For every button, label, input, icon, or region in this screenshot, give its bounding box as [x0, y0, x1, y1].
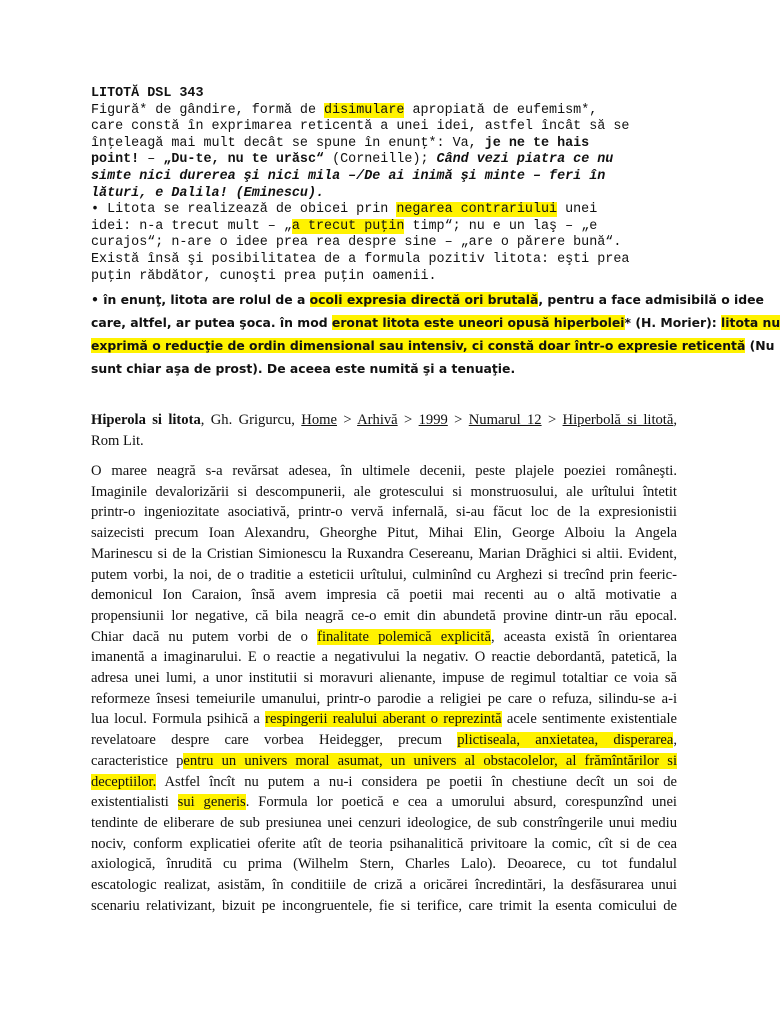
bullet-line: care, altfel, ar putea şoca. în mod eronat litota este uneori opusă hiperbolei* (H. Morier): litota nu	[91, 315, 780, 330]
breadcrumb-archive-link[interactable]: Arhivă	[357, 412, 398, 428]
bullet-line: exprimă o reducţie de ordin dimensional sau intensiv, ci constă doar într-o expresie reticentă (Nu	[91, 338, 775, 353]
entry-title: LITOTĂ DSL 343	[91, 86, 204, 101]
entry-line: înţeleagă mai mult decât se spune în enunţ*: Va, je ne te hais	[91, 135, 590, 151]
breadcrumb-issue-link[interactable]: Numarul 12	[468, 412, 542, 428]
article-citation: Hiperola si litota, Gh. Grigurcu, Home > Arhivă > 1999 > Numarul 12 > Hiperbolă si litotă,	[91, 412, 678, 428]
body-line: Marinescu si de la Cristian Simionescu la Ruxandra Cesereanu, Marian Drăghici si altii. Evident,	[91, 545, 677, 562]
bullet-paragraph	[91, 288, 780, 380]
highlight: negarea contrariului	[396, 202, 558, 218]
highlight: a trecut puţin	[291, 218, 405, 234]
body-line: O maree neagră s-a revărsat adesea, în ultimele decenii, peste plajele poeziei româneşti.	[91, 463, 677, 479]
body-line: demonicul Ion Caraion, însă avem impresia că poetii mai recenti au o altă motivatie a	[91, 587, 677, 604]
entry-line: simte nici durerea şi nici mila –/De ai inimă şi minte – feri în	[91, 168, 606, 184]
entry-line: lături, e Dalila! (Eminescu).	[91, 185, 325, 201]
highlight: eronat litota este uneori opusă hiperbolei	[331, 315, 625, 330]
highlight: entru un univers moral asumat, un univers al obstacolelor, al frămîntărilor si	[183, 752, 678, 769]
entry-line: idei: n-a trecut mult – „a trecut puţin timp“; nu e un laş – „e	[91, 218, 598, 234]
entry-line: care constă în exprimarea reticentă a unei idei, astfel încât să se	[91, 119, 630, 135]
highlight: respingerii realului aberant o reprezintă	[265, 711, 502, 728]
body-line: reformeze însesi temeiurile umanului, printr-o parodie a religiei pe care o refuza, silindu-se a-i	[91, 690, 677, 707]
body-line: Imaginile devalorizării si descompunerii, ale grotescului si monstruosului, ale urîtului întetit	[91, 483, 677, 500]
entry-line: point! – „Du-te, nu te urăsc“ (Corneille); Când vezi piatra ce nu	[91, 152, 614, 168]
highlight: finalitate polemică explicită	[317, 628, 491, 645]
breadcrumb-year-link[interactable]: 1999	[418, 412, 448, 428]
highlight: disimulare	[324, 102, 405, 118]
body-line: lua locul. Formula psihică a respingerii realului aberant o reprezintă acele sentimente existentiale	[91, 711, 677, 728]
body-line: nociv, conform explicatiei oferite atît de teoria psihanalitică privitoare la comic, cît si de cea	[91, 835, 677, 852]
dsl-entry	[91, 86, 691, 285]
article-title: Hiperola si litota	[91, 412, 201, 428]
body-line: putem vorbi, la noi, de o traditie a esteticii urîtului, culminînd cu Arghezi si trecînd prin feeric-	[91, 566, 677, 583]
body-line: deceptiilor. Astfel încît nu putem a nu-i considera pe poetii în chestiune decît un soi de	[91, 773, 677, 790]
body-line: imanentă a imaginarului. E o reactie a negativului la negativ. O reactie debordantă, patetică, la	[91, 649, 677, 666]
body-line: scenariu relativizant, bizuit pe incongruentele, fie si terifice, care trimit la esenta comicului de	[91, 897, 677, 914]
body-line: adresa unei lumi, a unor institutii si moravuri alienante, impuse de regimul totaltiar ce voia să	[91, 670, 677, 687]
highlight: litota nu	[721, 315, 780, 330]
body-line: caracteristice pentru un univers moral asumat, un univers al obstacolelor, al frămîntărilor si	[91, 752, 678, 769]
entry-line: puţin răbdător, cunoşti prea puţin oamenii.	[91, 268, 437, 284]
breadcrumb-article-link[interactable]: Hiperbolă si litotă	[562, 412, 674, 428]
body-line: tendinte de eliberare de sub presiunea unei cenzuri ideologice, de sub constrîngerile unui mediu	[91, 814, 677, 831]
body-line: printr-o ingeniozitate asociativă, printr-o vervă infernală, si-au făcut loc de la expresionistii	[91, 504, 677, 521]
body-line: revelatoare despre care vorbea Heidegger, precum plictiseala, anxietatea, disperarea,	[91, 732, 678, 749]
body-line: escatologic realizat, asistăm, în conditiile de criză a oricărei încredintări, la desfăsurarea unui	[91, 877, 677, 894]
body-line: propensiunii lor negative, că bila neagră ce-o emit din abundetă provine dintr-un rău epocal.	[91, 607, 677, 624]
entry-line: Există însă şi posibilitatea de a formula pozitiv litota: eşti prea	[91, 251, 630, 267]
highlight: deceptiilor.	[91, 773, 157, 790]
body-line: axiologică, înrudită cu prima (Wilhelm Stern, Charles Lalo). Deoarece, cu tot fundalul	[91, 856, 677, 873]
highlight: plictiseala, anxietatea, disperarea	[457, 732, 674, 749]
highlight: ocoli expresia directă ori brutală	[309, 292, 539, 307]
body-line: existentialisti sui generis. Formula lor poetică e cea a umorului absurd, corespunzînd unei	[91, 794, 677, 811]
breadcrumb-home-link[interactable]: Home	[301, 412, 337, 428]
highlight: sui generis	[177, 794, 246, 811]
article-header	[91, 410, 677, 451]
entry-line: • Litota se realizează de obicei prin negarea contrariului unei	[91, 202, 598, 218]
bullet-line: • în enunţ, litota are rolul de a ocoli expresia directă ori brutală, pentru a face admisibilă o idee	[91, 292, 764, 307]
entry-line: Figură* de gândire, formă de disimulare apropiată de eufemism*,	[91, 102, 598, 118]
body-line: Chiar dacă nu putem vorbi de o finalitate polemică explicită, aceasta există în orientarea	[91, 628, 678, 645]
highlight: exprimă o reducţie de ordin dimensional sau intensiv, ci constă doar într-o expresie reticentă	[91, 338, 746, 353]
entry-line: curajos“; n-are o idee prea rea despre sine – „are o părere bună“.	[91, 235, 622, 251]
article-body	[91, 461, 677, 916]
body-line: saizecisti precum Ioan Alexandru, Gheorghe Pitut, Mihai Elin, George Alboiu la Angela	[91, 525, 677, 542]
article-source: Rom Lit.	[91, 432, 144, 449]
bullet-line: sunt chiar aşa de prost). De aceea este numită şi a tenuaţie.	[91, 361, 516, 376]
